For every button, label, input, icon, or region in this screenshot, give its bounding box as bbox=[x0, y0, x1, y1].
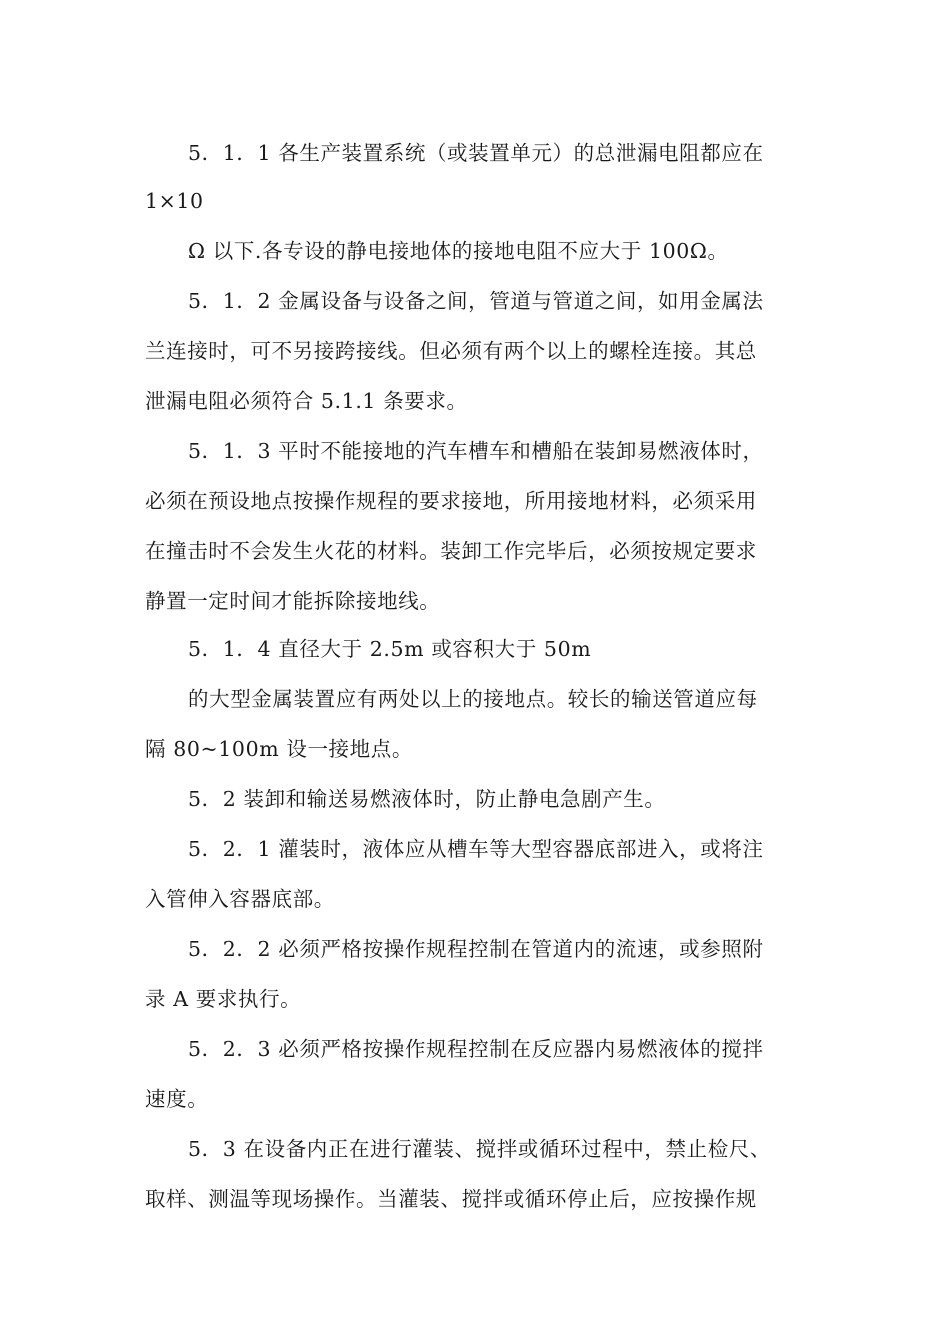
text-line-14: 5．2 装卸和输送易燃液体时，防止静电急剧产生。 bbox=[188, 787, 666, 811]
text-line-21: 5．3 在设备内正在进行灌装、搅拌或循环过程中，禁止检尺、 bbox=[188, 1137, 771, 1161]
text-line-13: 隔 80~100m 设一接地点。 bbox=[145, 737, 413, 761]
text-line-6: 泄漏电阻必须符合 5.1.1 条要求。 bbox=[145, 389, 468, 413]
text-line-11: 5．1．4 直径大于 2.5m 或容积大于 50m bbox=[188, 637, 592, 661]
text-line-12: 的大型金属装置应有两处以上的接地点。较长的输送管道应每 bbox=[188, 687, 758, 711]
text-line-5: 兰连接时，可不另接跨接线。但必须有两个以上的螺栓连接。其总 bbox=[145, 339, 757, 363]
text-line-7: 5．1．3 平时不能接地的汽车槽车和槽船在装卸易燃液体时， bbox=[188, 439, 764, 463]
text-line-20: 速度。 bbox=[145, 1087, 209, 1111]
text-line-15: 5．2．1 灌装时，液体应从槽车等大型容器底部进入，或将注 bbox=[188, 837, 764, 861]
text-line-4: 5．1．2 金属设备与设备之间，管道与管道之间，如用金属法 bbox=[188, 289, 764, 313]
text-line-10: 静置一定时间才能拆除接地线。 bbox=[145, 589, 441, 613]
text-line-19: 5．2．3 必须严格按操作规程控制在反应器内易燃液体的搅拌 bbox=[188, 1037, 764, 1061]
text-line-16: 入管伸入容器底部。 bbox=[145, 887, 335, 911]
text-line-18: 录 A 要求执行。 bbox=[145, 987, 302, 1011]
text-line-17: 5．2．2 必须严格按操作规程控制在管道内的流速，或参照附 bbox=[188, 937, 764, 961]
text-line-3: Ω 以下.各专设的静电接地体的接地电阻不应大于 100Ω。 bbox=[188, 239, 729, 263]
text-line-2: 1×10 bbox=[145, 189, 204, 213]
text-line-9: 在撞击时不会发生火花的材料。装卸工作完毕后，必须按规定要求 bbox=[145, 539, 757, 563]
text-line-8: 必须在预设地点按操作规程的要求接地，所用接地材料，必须采用 bbox=[145, 489, 757, 513]
text-line-1: 5．1．1 各生产装置系统（或装置单元）的总泄漏电阻都应在 bbox=[188, 141, 764, 165]
text-line-22: 取样、测温等现场操作。当灌装、搅拌或循环停止后，应按操作规 bbox=[145, 1187, 757, 1211]
